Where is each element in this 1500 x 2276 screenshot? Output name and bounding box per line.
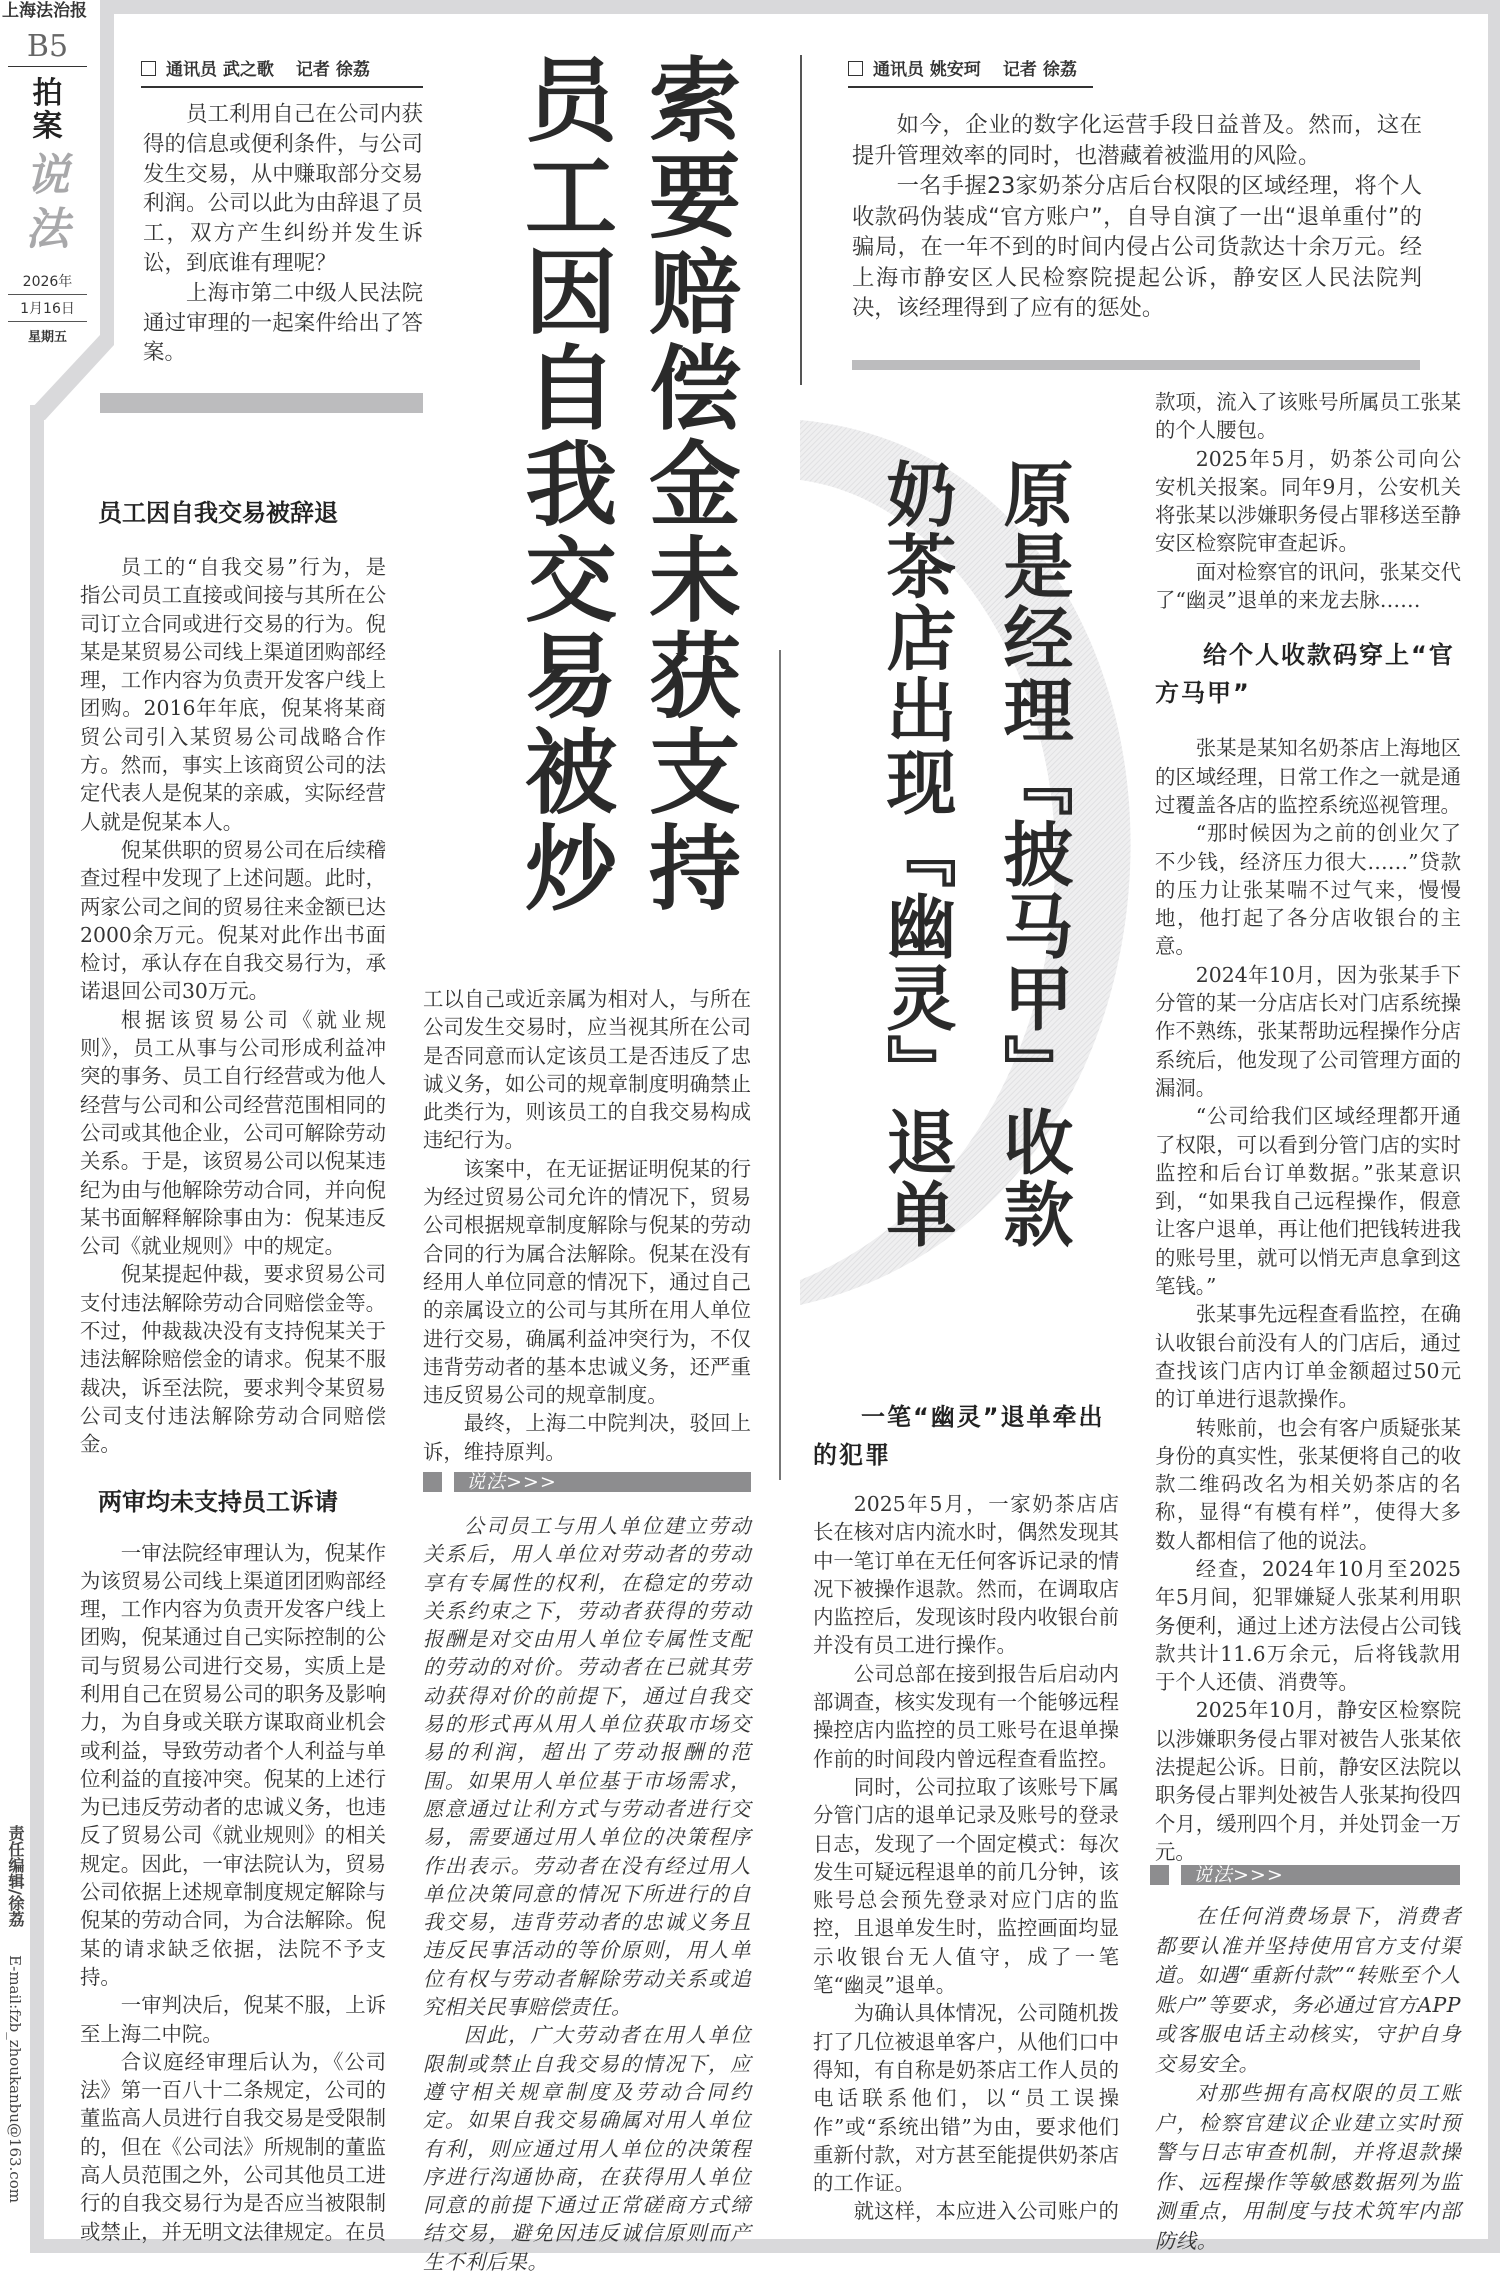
paragraph: 2025年5月，一家奶茶店店长在核对店内流水时，偶然发现其中一笔订单在无任何客诉记录的情况下被操作退款。然而，在调取店内监控后，发现该时段内收银台前并没有员工进行操作。 [813, 1492, 1119, 1658]
paragraph: 张某事先远程查看监控，在确认收银台前没有人的门店后，通过查找该门店内订单金额超过50元的订单进行退款操作。 [1155, 1302, 1461, 1412]
paragraph: 转账前，也会有客户质疑张某身份的真实性，张某便将自己的收款二维码改名为相关奶茶店的名称，显得“有模有样”，使得大多数人都相信了他的说法。 [1155, 1415, 1461, 1553]
editor-email: E-mail:fzb_zhoukanbu@163.com [6, 1955, 24, 2203]
left-section1-heading: 员工因自我交易被辞退 [98, 499, 338, 527]
paragraph-continued: 工以自己或近亲属为相对人，与所在公司发生交易时，应当视其所在公司是否同意而认定该员工是否违反了忠诚义务，如公司的规章制度明确禁止此类行为，则该员工的自我交易构成违纪行为。 [423, 987, 751, 1153]
section-title-top: 拍案 [32, 76, 63, 144]
left-byline: 通讯员 武之歌 记者 徐荔 [141, 55, 423, 88]
right-headline-sub: 奶茶店出现『幽灵』退单 [875, 458, 958, 1250]
right-section1-heading: 一笔“幽灵”退单牵出的犯罪 [813, 1403, 1105, 1469]
editor-credit: 责任编辑/徐荔 [6, 1825, 25, 1927]
left-headline-main: 索要赔偿金未获支持 [634, 52, 742, 916]
paragraph: 上海市第二中级人民法院通过审理的一起案件给出了答案。 [143, 280, 423, 366]
paragraph: 经查，2024年10月至2025年5月间，犯罪嫌疑人张某利用职务便利，通过上述方法侵占公司钱款共计11.6万余元，后将钱款用于个人还债、消费等。 [1155, 1556, 1461, 1695]
paragraph: 一名手握23家奶茶分店后台权限的区域经理，将个人收款码伪装成“官方账户”，自导自演了一出“退单重付”的骗局，在一年不到的时间内侵占公司货款达十余万元。经上海市静安区人民检察院提起公诉，静安区人民法院判决，该经理得到了应有的惩处。 [852, 173, 1422, 321]
page-number: B5 [8, 30, 87, 67]
issue-weekday: 星期五 [27, 330, 67, 345]
right-byline: 通讯员 姚安珂 记者 徐荔 [848, 55, 1093, 88]
paragraph: 面对检察官的讯问，张某交代了“幽灵”退单的来龙去脉…… [1155, 559, 1461, 613]
paragraph: 最终，上海二中院判决，驳回上诉，维持原判。 [423, 1411, 751, 1464]
byline-box-icon [141, 61, 156, 76]
right-intro [852, 110, 1422, 324]
paragraph: 2024年10月，因为张某手下分管的某一分店店长对门店系统操作不熟练，张某帮助远程操作分店系统后，他发现了公司管理方面的漏洞。 [1155, 962, 1461, 1100]
frame-top [100, 0, 1500, 14]
paragraph: 公司总部在接到报告后启动内部调查，核实发现有一个能够远程操控店内监控的员工账号在退单操作前的时间段内曾远程查看监控。 [813, 1661, 1119, 1771]
issue-year: 2026年 [8, 271, 87, 295]
left-headline-sub: 员工因自我交易被炒 [510, 52, 618, 916]
masthead [0, 0, 95, 345]
paragraph: 合议庭经审理后认为，《公司法》第一百八十二条规定，公司的董监高人员进行自我交易是受限制的，但在《公司法》所规制的董监高人员范围之外，公司其他员工进行的自我交易行为是否应当被限制或禁止，并无明文法律规定。在员 [80, 2049, 386, 2244]
right-headline-main: 原是经理『披马甲』收款 [992, 458, 1075, 1250]
center-divider-upper [800, 55, 802, 385]
paragraph: 为确认具体情况，公司随机拨打了几位被退单客户，从他们口中得知，有自称是奶茶店工作人员的电话联系他们，以“员工误操作”或“系统出错”为由，要求他们重新付款，对方甚至能提供奶茶店的工作证。 [813, 2001, 1119, 2196]
shuofa-label: 说法>>> [454, 1472, 751, 1492]
paragraph: 在任何消费场景下，消费者都要认准并坚持使用官方支付渠道。如遇“重新付款”“转账至个人账户”等要求，务必通过官方APP或客服电话主动核实，守护自身交易安全。 [1155, 1904, 1461, 2076]
paragraph: 就这样，本应进入公司账户的 [853, 2199, 1119, 2224]
paragraph-continued: 款项，流入了该账号所属员工张某的个人腰包。 [1155, 390, 1461, 443]
left-column-1 [80, 553, 386, 2246]
paragraph: 同时，公司拉取了该账号下属分管门店的退单记录及账号的登录日志，发现了一个固定模式：每次发生可疑远程退单的前几分钟，该账号总会预先登录对应门店的监控，且退单发生时，监控画面均显示收银台无人值守，成了一笔笔“幽灵”退单。 [813, 1774, 1119, 1998]
paragraph: “那时候因为之前的创业欠了不少钱，经济压力很大……”贷款的压力让张某喘不过气来，慢慢地，他打起了各分店收银台的主意。 [1155, 821, 1461, 959]
paper-logo: 上海法治报 [2, 1, 87, 21]
shuofa-label: 说法>>> [1181, 1865, 1460, 1885]
right-divider-bar [852, 360, 1420, 370]
paragraph: 员工的“自我交易”行为，是指公司员工直接或间接与其所在公司订立合同或进行交易的行为。倪某是某贸易公司线上渠道团购部经理，工作内容为负责开发客户线上团购。2016年年底，倪某将某商贸公司引入某贸易公司战略合作方。然而，事实上该商贸公司的法定代表人是倪某的亲戚，实际经营人就是倪某本人。 [80, 555, 386, 834]
right-shuofa-header [1150, 1865, 1460, 1885]
paragraph: 该案中，在无证据证明倪某的行为经过贸易公司允许的情况下，贸易公司根据规章制度解除与倪某的劳动合同的行为属合法解除。倪某在没有经用人单位同意的情况下，通过自己的亲属设立的公司与其所在用人单位进行交易，确属利益冲突行为，不仅违背劳动者的基本忠诚义务，还严重违反贸易公司的规章制度。 [423, 1156, 751, 1408]
paragraph: 倪某供职的贸易公司在后续稽查过程中发现了上述问题。此时，两家公司之间的贸易往来金额已达2000余万元。倪某对此作出书面检讨，承认存在自我交易行为，承诺退回公司30万元。 [80, 837, 386, 1004]
paragraph: 倪某提起仲裁，要求贸易公司支付违法解除劳动合同赔偿金等。不过，仲裁裁决没有支持倪某关于违法解除赔偿金的请求。倪某不服裁决，诉至法院，要求判令某贸易公司支付违法解除劳动合同赔偿金。 [80, 1262, 386, 1457]
paragraph: 一审法院经审理认为，倪某作为该贸易公司线上渠道团团购部经理，工作内容为负责开发客户线上团购，倪某通过自己实际控制的公司与贸易公司进行交易，实质上是利用自己在贸易公司的职务及影响力，为自身或关联方谋取商业机会或利益，导致劳动者个人利益与单位利益的直接冲突。倪某的上述行为已违反劳动者的忠诚义务，也违反了贸易公司《就业规则》的相关规定。因此，一审法院认为，贸易公司依据上述规章制度规定解除与倪某的劳动合同，为合法解除。倪某的请求缺乏依据，法院不予支持。 [80, 1540, 386, 1989]
right-shuofa-body [1155, 1902, 1461, 2256]
paragraph: “公司给我们区域经理都开通了权限，可以看到分管门店的实时监控和后台订单数据。”张某意识到，“如果我自己远程操作，假意让客户退单，再让他们把钱转进我的账号里，就可以悄无声息拿到这笔钱。” [1155, 1104, 1461, 1299]
paragraph: 一审判决后，倪某不服，上诉至上海二中院。 [80, 1993, 386, 2046]
paragraph: 公司员工与用人单位建立劳动关系后，用人单位对劳动者的劳动享有专属性的权利，在稳定的劳动关系约束之下，劳动者获得的劳动报酬是对交由用人单位专属性支配的劳动的对价。劳动者在已就其劳动获得对价的前提下，通过自我交易的形式再从用人单位获取市场交易的利润，超出了劳动报酬的范围。如果用人单位基于市场需求，愿意通过让利方式与劳动者进行交易，需要通过用人单位的决策程序作出表示。劳动者在没有经过用人单位决策同意的情况下所进行的自我交易，违背劳动者的忠诚义务且违反民事活动的等价原则，用人单位有权与劳动者解除劳动关系或追究相关民事赔偿责任。 [423, 1514, 751, 2020]
left-divider-bar [100, 393, 423, 413]
paragraph: 如今，企业的数字化运营手段日益普及。然而，这在提升管理效率的同时，也潜藏着被滥用的风险。 [852, 112, 1422, 169]
issue-date: 1月16日 [8, 298, 87, 322]
left-intro [143, 100, 423, 368]
frame-right [1488, 0, 1500, 2253]
byline-box-icon [848, 61, 863, 76]
section-title-bottom: 说法 [25, 150, 70, 255]
frame-left-lower [30, 405, 44, 2253]
footer-credits [4, 1825, 27, 2203]
paragraph: 2025年10月，静安区检察院以涉嫌职务侵占罪对被告人张某依法提起公诉。日前，静安区法院以职务侵占罪判处被告人张某拘役四个月，缓刑四个月，并处罚金一万元。 [1155, 1698, 1461, 1864]
left-shuofa-header [423, 1472, 751, 1492]
left-section2-heading: 两审均未支持员工诉请 [98, 1487, 338, 1516]
paragraph: 对那些拥有高权限的员工账户，检察官建议企业建立实时预警与日志审查机制，并将退款操作、远程操作等敏感数据列为监测重点，用制度与技术筑牢内部防线。 [1155, 2081, 1461, 2253]
center-divider-lower [779, 650, 781, 1480]
paragraph: 张某是某知名奶茶店上海地区的区域经理，日常工作之一就是通过覆盖各店的监控系统巡视管理。 [1155, 736, 1461, 817]
left-shuofa-body [423, 1512, 751, 2276]
paragraph: 2025年5月，奶茶公司向公安机关报案。同年9月，公安机关将张某以涉嫌职务侵占罪移送至静安区检察院审查起诉。 [1155, 446, 1461, 556]
right-column-1 [813, 1490, 1119, 2226]
paragraph: 根据该贸易公司《就业规则》，员工从事与公司形成利益冲突的事务、员工自行经营或为他人经营与公司和公司经营范围相同的公司或其他企业，公司可解除劳动关系。于是，该贸易公司以倪某违纪为由与他解除劳动合同，并向倪某书面解释解除事由为：倪某违反公司《就业规则》中的规定。 [80, 1007, 386, 1259]
right-section2-heading: 给个人收款码穿上“官方马甲” [1155, 641, 1455, 708]
paragraph: 员工利用自己在公司内获得的信息或便利条件，与公司发生交易，从中赚取部分交易利润。公司以此为由辞退了员工，双方产生纠纷并发生诉讼，到底谁有理呢？ [143, 102, 423, 276]
decorative-crescent [800, 400, 1160, 1320]
frame-left-upper [100, 0, 114, 335]
right-column-2 [1155, 388, 1461, 1866]
left-column-2 [423, 985, 751, 1466]
paragraph: 因此，广大劳动者在用人单位限制或禁止自我交易的情况下，应遵守相关规章制度及劳动合同约定。如果自我交易确属对用人单位有利，则应通过用人单位的决策程序进行沟通协商，在获得用人单位同意的前提下通过正常磋商方式缔结交易，避免因违反诚信原则而产生不利后果。 [423, 2023, 751, 2274]
